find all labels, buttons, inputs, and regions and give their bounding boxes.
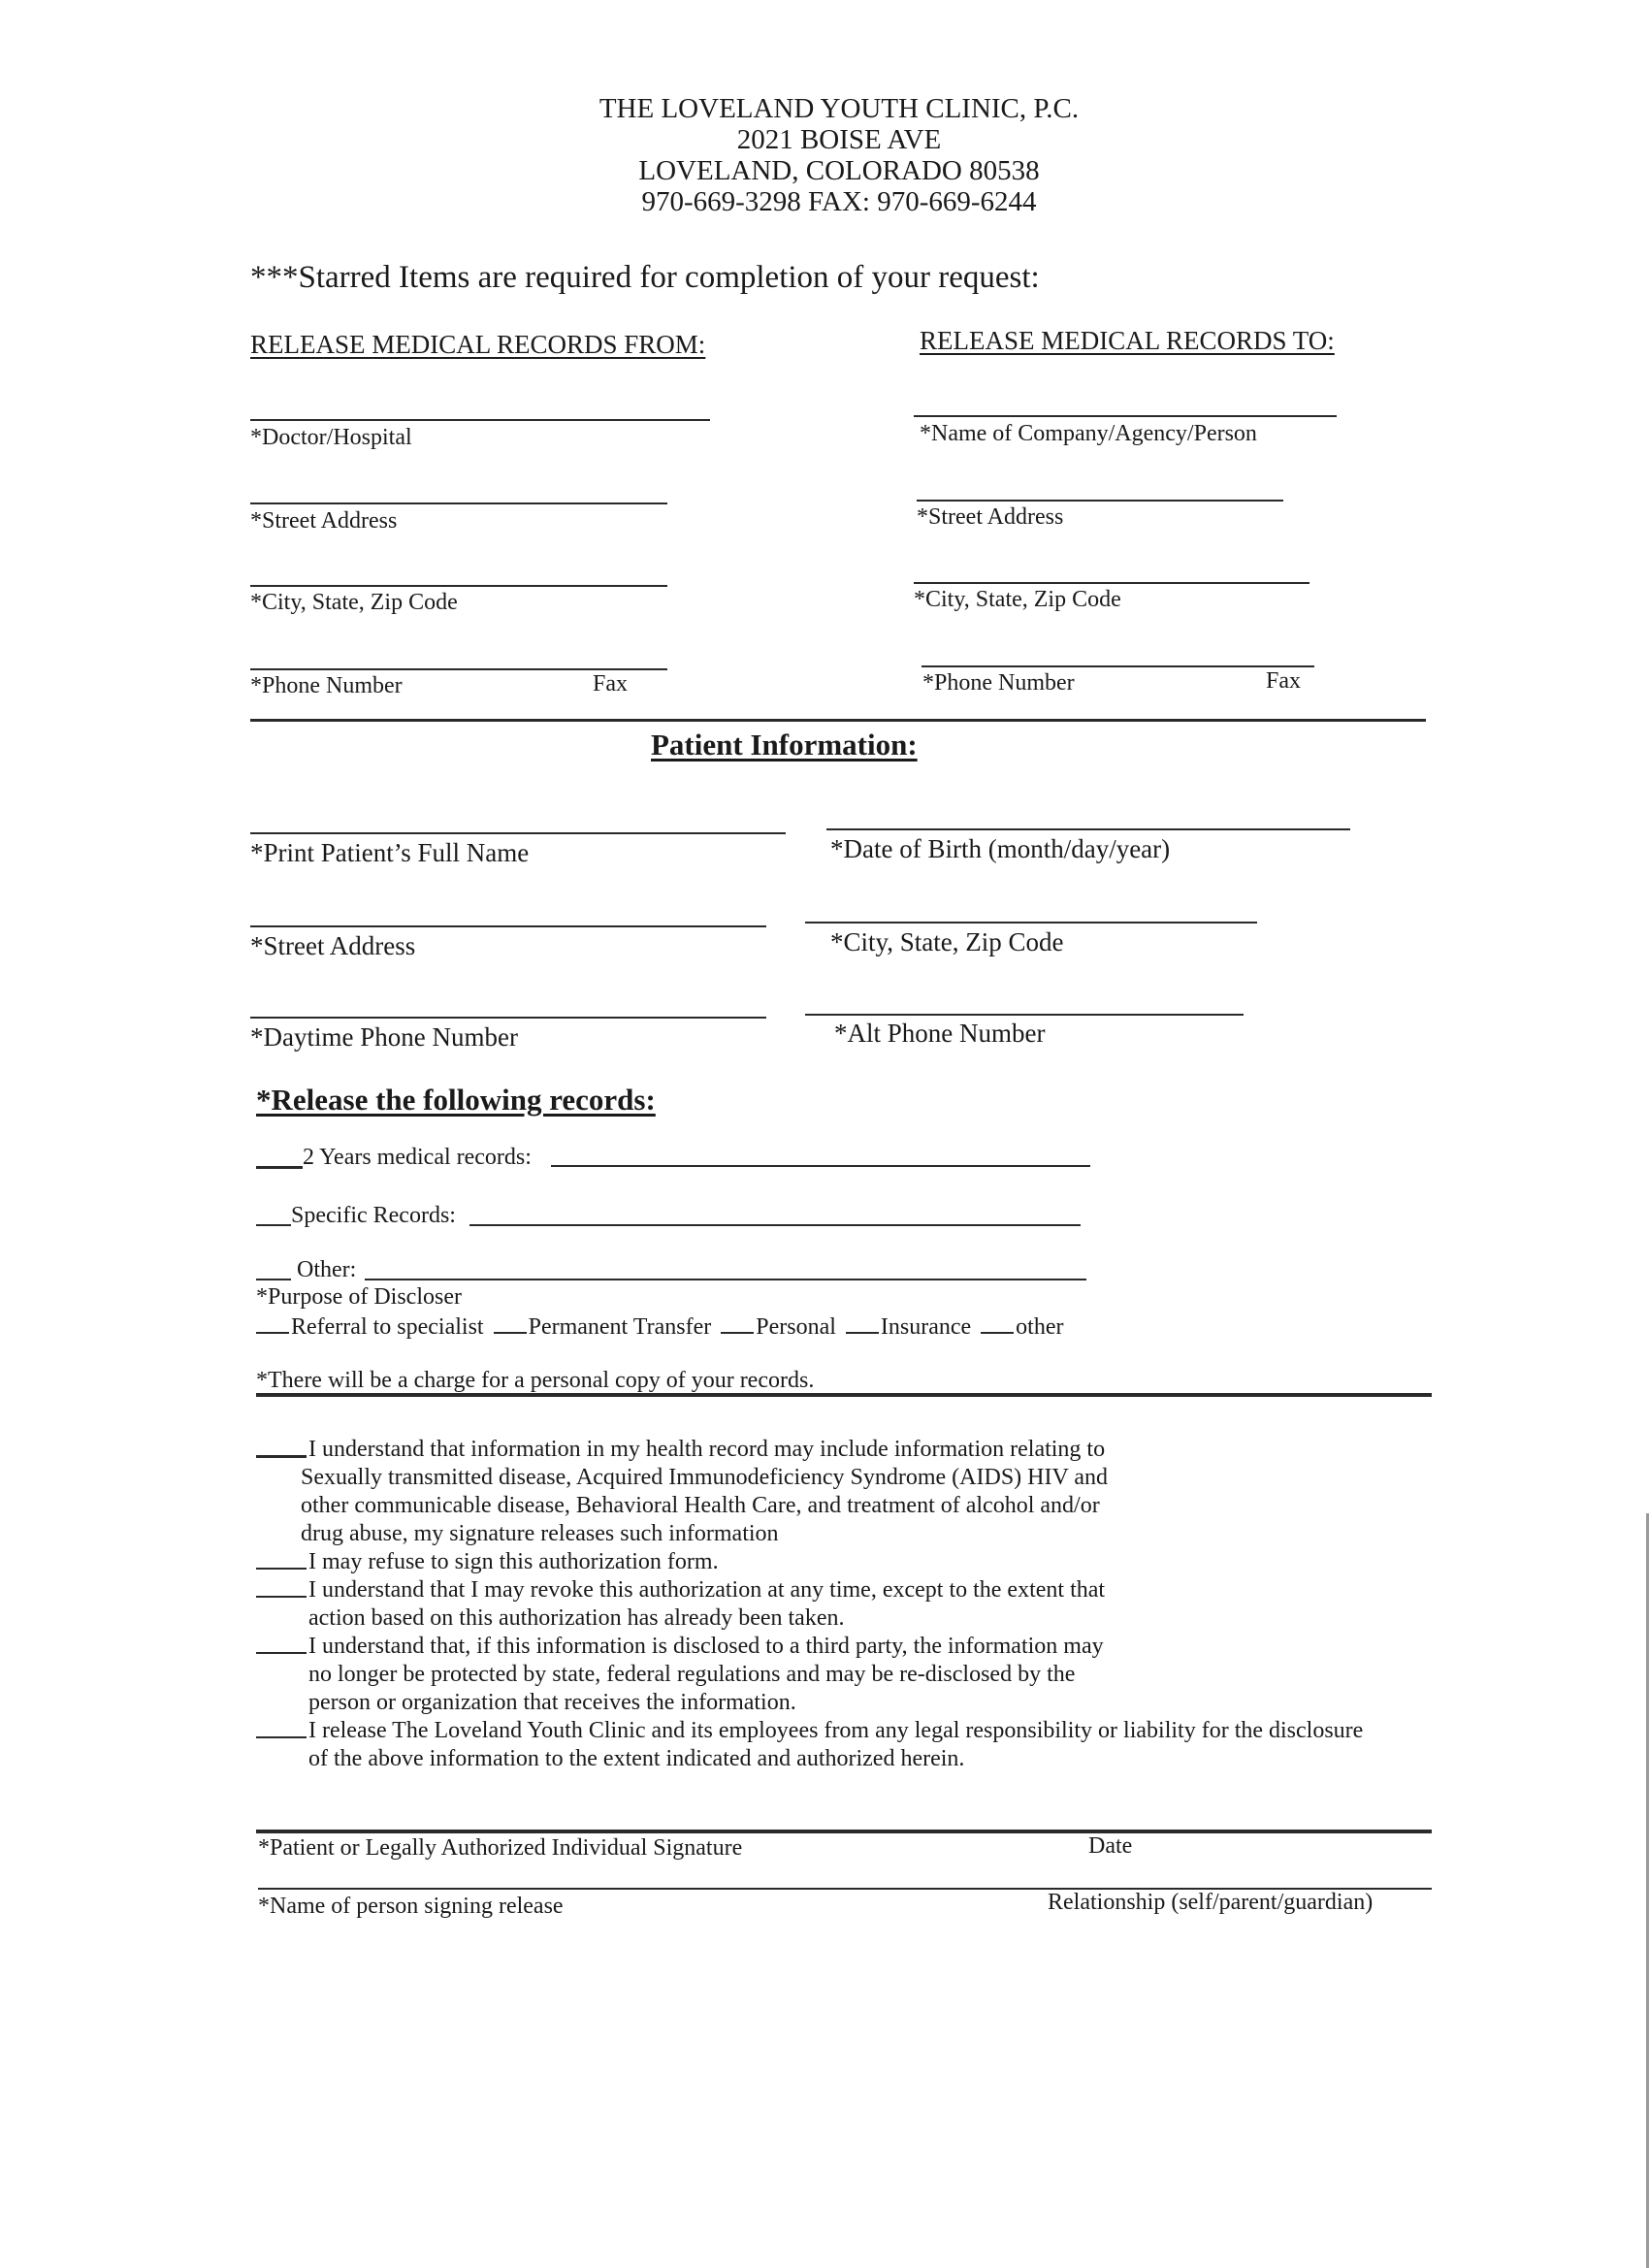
specific-checkbox[interactable] [256,1224,291,1226]
to-city-field[interactable] [914,582,1310,584]
records-divider [256,1393,1432,1397]
two-years-field[interactable] [551,1165,1090,1167]
consent-item [256,1717,1363,1773]
patient-city-field[interactable] [805,922,1257,923]
clinic-header [0,93,1649,217]
consent-line: I understand that I may revoke this authorization at any time, except to the extent that [308,1577,1106,1603]
consent-line: I may refuse to sign this authorization form. [308,1549,719,1574]
purpose-checkbox[interactable] [981,1311,1014,1334]
patient-alt-phone-field[interactable] [805,1014,1244,1016]
from-street-field[interactable] [250,502,667,504]
specific-label: Specific Records: [291,1203,456,1228]
release-from-heading: RELEASE MEDICAL RECORDS FROM: [250,330,706,359]
records-heading: *Release the following records: [256,1083,656,1117]
consent-list [256,1436,1363,1773]
patient-name-label: *Print Patient’s Full Name [250,838,530,867]
consent-item [256,1436,1363,1548]
purpose-option: other [1016,1314,1064,1340]
patient-dob-field[interactable] [826,828,1350,830]
consent-line: other communicable disease, Behavioral Health Care, and treatment of alcohol and/or [301,1493,1100,1518]
to-city-label: *City, State, Zip Code [914,587,1121,612]
purpose-checkbox[interactable] [256,1311,289,1334]
signature-field[interactable] [256,1830,1432,1833]
from-fax-label: Fax [593,671,628,697]
consent-checkbox[interactable] [256,1568,307,1570]
signer-name-label: *Name of person signing release [258,1894,564,1919]
purpose-option: Referral to specialist [291,1314,484,1340]
consent-line: drug abuse, my signature releases such information [301,1521,779,1546]
to-name-label: *Name of Company/Agency/Person [920,421,1257,446]
consent-checkbox[interactable] [256,1596,307,1598]
other-field[interactable] [365,1279,1086,1280]
consent-checkbox[interactable] [256,1455,307,1458]
consent-line: I understand that, if this information is disclosed to a third party, the information may [308,1634,1104,1659]
to-street-label: *Street Address [917,504,1064,530]
two-years-checkbox[interactable] [256,1166,303,1169]
purpose-option: Personal [756,1314,836,1340]
from-phone-field[interactable] [250,668,667,670]
patient-day-phone-field[interactable] [250,1017,766,1019]
purpose-label: *Purpose of Discloser [256,1284,462,1310]
clinic-name: THE LOVELAND YOUTH CLINIC, P.C. [598,93,1080,124]
consent-line: no longer be protected by state, federal regulations and may be re-disclosed by the [308,1662,1076,1687]
consent-line: action based on this authorization has already been taken. [308,1605,845,1631]
from-street-label: *Street Address [250,508,398,534]
patient-alt-phone-label: *Alt Phone Number [834,1019,1046,1048]
consent-line: of the above information to the extent indicated and authorized herein. [308,1746,965,1771]
two-years-label: 2 Years medical records: [303,1145,532,1170]
from-city-label: *City, State, Zip Code [250,590,458,615]
purpose-option: Insurance [880,1314,972,1340]
consent-item [256,1548,1363,1576]
from-doctor-label: *Doctor/Hospital [250,425,412,450]
consent-checkbox[interactable] [256,1736,307,1738]
signature-label: *Patient or Legally Authorized Individual Signature [258,1835,743,1861]
purpose-options [256,1311,1063,1341]
from-phone-label: *Phone Number [250,673,403,698]
consent-item [256,1576,1363,1633]
from-city-field[interactable] [250,585,667,587]
patient-name-field[interactable] [250,832,786,834]
to-street-field[interactable] [917,500,1283,502]
consent-line: Sexually transmitted disease, Acquired Immunodeficiency Syndrome (AIDS) HIV and [301,1465,1109,1490]
consent-checkbox[interactable] [256,1652,307,1654]
purpose-checkbox[interactable] [494,1311,527,1334]
consent-line: I understand that information in my health record may include information relating to [308,1437,1106,1462]
specific-field[interactable] [469,1224,1081,1226]
clinic-city: LOVELAND, COLORADO 80538 [638,155,1040,186]
patient-city-label: *City, State, Zip Code [830,927,1064,956]
patient-day-phone-label: *Daytime Phone Number [250,1022,518,1052]
consent-line: person or organization that receives the information. [308,1690,796,1715]
relationship-label: Relationship (self/parent/guardian) [1048,1890,1374,1915]
charge-note: *There will be a charge for a personal copy of your records. [256,1368,815,1393]
to-phone-label: *Phone Number [922,670,1075,696]
clinic-contact: 970-669-3298 FAX: 970-669-6244 [641,186,1037,217]
patient-info-heading: Patient Information: [651,728,918,761]
from-doctor-field[interactable] [250,419,710,421]
patient-street-label: *Street Address [250,931,416,960]
to-name-field[interactable] [914,415,1337,417]
clinic-street: 2021 BOISE AVE [736,124,942,155]
to-fax-label: Fax [1266,668,1301,694]
patient-dob-label: *Date of Birth (month/day/year) [830,834,1171,863]
section-divider [250,719,1426,722]
date-label: Date [1088,1833,1133,1859]
patient-street-field[interactable] [250,925,766,927]
purpose-checkbox[interactable] [721,1311,754,1334]
purpose-checkbox[interactable] [846,1311,879,1334]
required-notice: ***Starred Items are required for completion of your request: [250,260,1040,295]
release-to-heading: RELEASE MEDICAL RECORDS TO: [920,326,1335,355]
consent-line: I release The Loveland Youth Clinic and its employees from any legal responsibility or liability for the disclosure [308,1718,1364,1743]
consent-item [256,1633,1363,1717]
other-checkbox[interactable] [256,1279,291,1280]
other-label: Other: [297,1257,357,1282]
to-phone-field[interactable] [922,665,1314,667]
purpose-option: Permanent Transfer [528,1314,712,1340]
